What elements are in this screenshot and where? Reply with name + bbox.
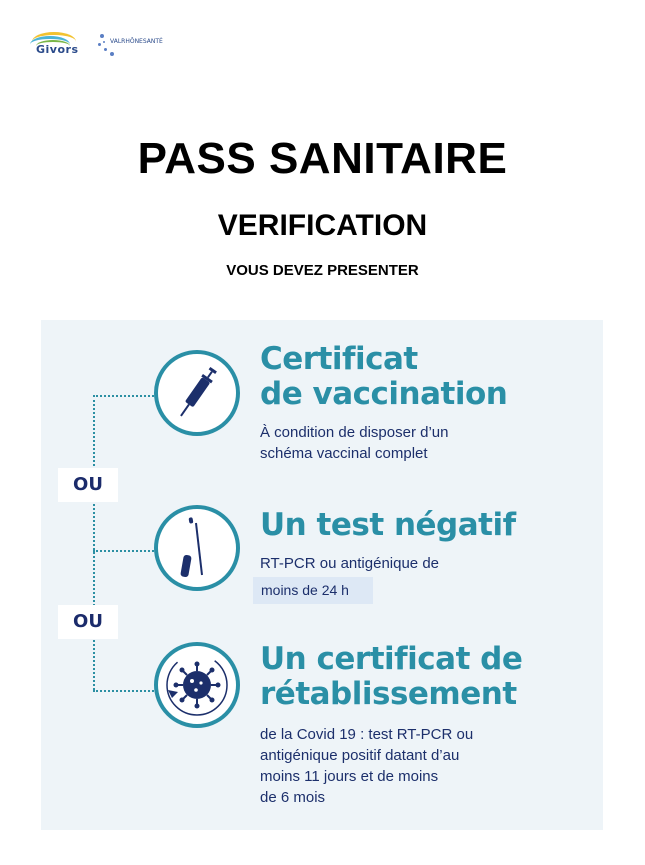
recovery-title-line: Un certificat de (260, 641, 523, 677)
recovery-desc-line: de 6 mois (260, 789, 326, 806)
recovery-desc-line: de la Covid 19 : test RT-PCR ou (260, 726, 474, 743)
header-logos (28, 30, 188, 62)
givors-logo (28, 30, 84, 60)
connector-line (93, 395, 157, 397)
instruction-text: VOUS DEVEZ PRESENTER (226, 262, 419, 279)
swab-test-icon (154, 505, 240, 591)
recovery-title-line: rétablissement (260, 676, 517, 712)
or-label: OU (58, 605, 118, 639)
negative-test-validity: moins de 24 h (253, 577, 373, 604)
vaccination-title-line: Certificat (260, 341, 418, 377)
page-title: PASS SANITAIRE (137, 134, 508, 183)
or-label: OU (58, 468, 118, 502)
page-subtitle: VERIFICATION (217, 209, 428, 242)
connector-line (93, 690, 157, 692)
vaccination-title-line: de vaccination (260, 376, 508, 412)
recovery-desc-line: antigénique positif datant d’au (260, 747, 460, 764)
valrhone-sante-logo-text: VALRHÔNESANTÉ (110, 38, 163, 45)
vaccination-desc-line: À condition de disposer d’un (260, 424, 449, 441)
virus-icon (154, 642, 240, 728)
connector-line (93, 550, 157, 552)
negative-test-title: Un test négatif (260, 507, 516, 543)
vaccination-desc-line: schéma vaccinal complet (260, 445, 428, 462)
syringe-icon (154, 350, 240, 436)
negative-test-desc: RT-PCR ou antigénique de (260, 555, 440, 572)
pass-requirements-infographic (41, 320, 603, 830)
connector-line (93, 395, 95, 690)
recovery-desc-line: moins 11 jours et de moins (260, 768, 439, 785)
givors-logo-text: Givors (36, 43, 79, 56)
valrhone-sante-logo (98, 30, 188, 60)
